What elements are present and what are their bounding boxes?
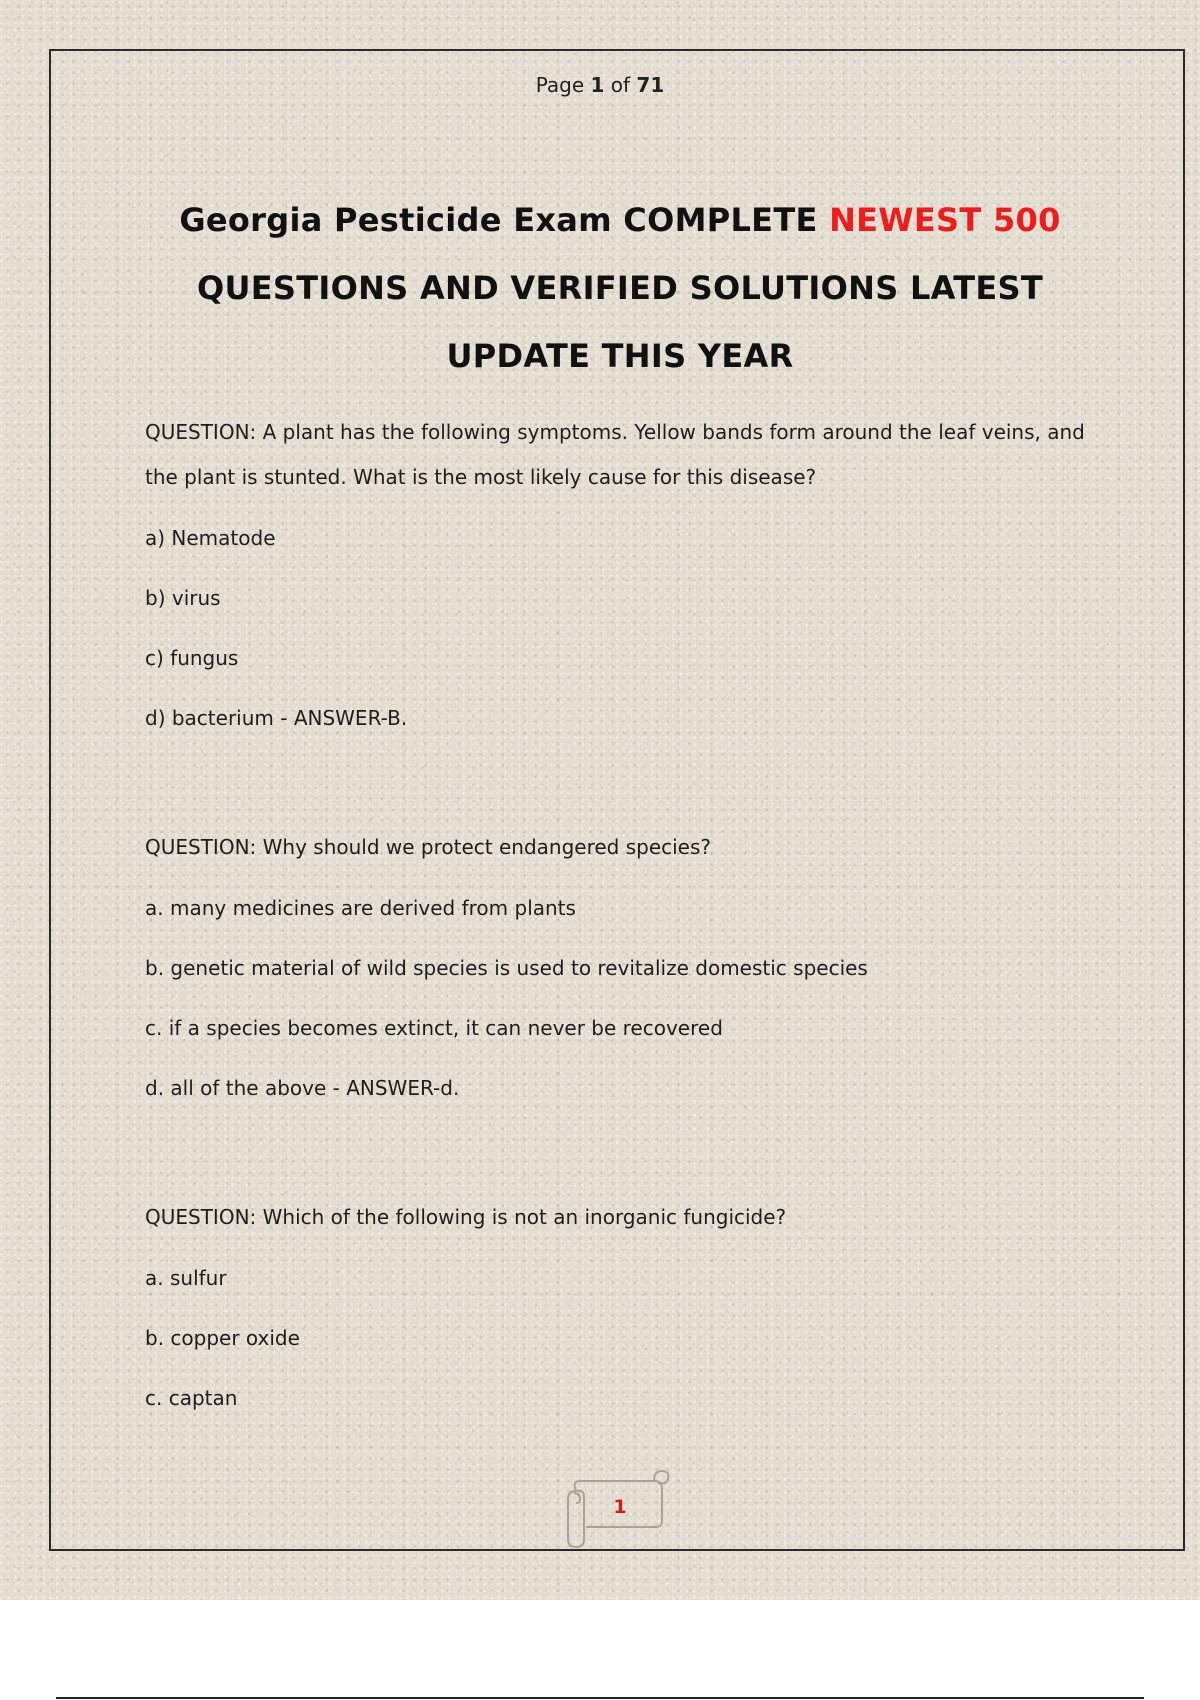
question-3-option-a: a. sulfur <box>145 1266 227 1290</box>
footer-page-number: 1 <box>613 1496 627 1518</box>
question-1-option-d: d) bacterium - ANSWER-B. <box>145 706 408 730</box>
page-total: 71 <box>636 73 665 97</box>
question-2 <box>145 825 1105 1098</box>
question-2-option-b: b. genetic material of wild species is used to revitalize domestic species <box>145 956 868 980</box>
question-list <box>145 410 1105 1408</box>
question-3-option-b: b. copper oxide <box>145 1326 300 1350</box>
page-counter <box>0 73 1200 97</box>
question-1-option-b: b) virus <box>145 586 221 610</box>
question-2-text: QUESTION: Why should we protect endangered species? <box>145 835 712 859</box>
question-1-option-c: c) fungus <box>145 646 239 670</box>
page-current: 1 <box>590 73 605 97</box>
question-1 <box>145 410 1105 728</box>
question-1-option-a: a) Nematode <box>145 526 276 550</box>
page-of: of <box>610 73 631 97</box>
page-word: Page <box>535 73 585 97</box>
question-2-option-d: d. all of the above - ANSWER-d. <box>145 1076 460 1100</box>
question-3-option-c: c. captan <box>145 1386 238 1410</box>
title-line-3: UPDATE THIS YEAR <box>446 337 794 375</box>
question-1-text-line-2: the plant is stunted. What is the most likely cause for this disease? <box>145 465 817 489</box>
title-line-2: QUESTIONS AND VERIFIED SOLUTIONS LATEST <box>196 269 1044 307</box>
question-2-option-c: c. if a species becomes extinct, it can never be recovered <box>145 1016 723 1040</box>
bottom-divider <box>56 1697 1144 1699</box>
title-part-1: Georgia Pesticide Exam COMPLETE <box>179 201 830 239</box>
question-2-option-a: a. many medicines are derived from plants <box>145 896 576 920</box>
document-title <box>100 186 1140 390</box>
title-line-1 <box>100 186 1140 254</box>
question-3 <box>145 1195 1105 1408</box>
title-highlight: NEWEST 500 <box>829 201 1061 239</box>
question-1-text-line-1: QUESTION: A plant has the following symptoms. Yellow bands form around the leaf veins, and <box>145 420 1085 444</box>
question-3-text: QUESTION: Which of the following is not an inorganic fungicide? <box>145 1205 787 1229</box>
